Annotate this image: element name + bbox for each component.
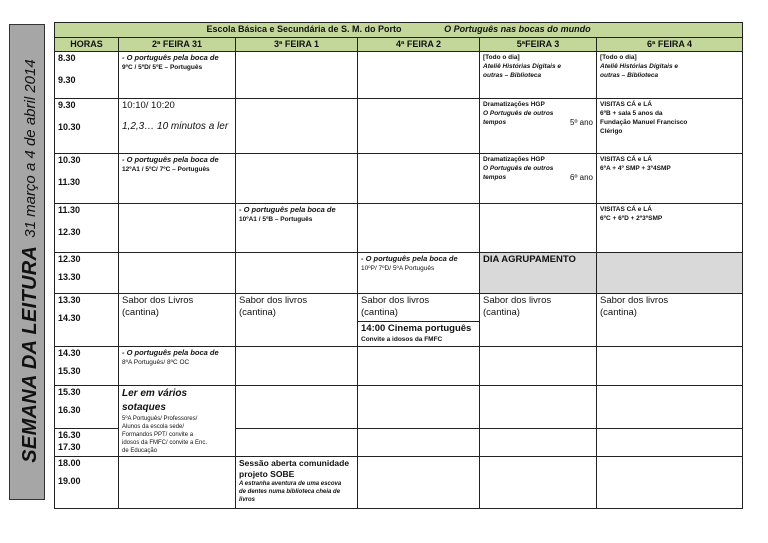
schedule-cell [119,457,236,509]
schedule-cell: - O português pela boca de 8ºA Português/ 8ºC OC [119,347,236,386]
schedule-cell [119,253,236,294]
table-row [55,457,743,509]
schedule-cell [358,154,480,204]
hours-cell: 14.30 15.30 [55,347,119,386]
schedule-cell: VISITAS CÁ e LÁ 6ºC + 6ºD + 2º3ºSMP [597,204,743,253]
hours-cell: 18.00 19.00 [55,457,119,509]
hours-cell: 13.30 14.30 [55,294,119,347]
schedule-cell [597,253,743,294]
title-row [55,23,743,38]
schedule-cell: - O português pela boca de 10ºA1 / 5ºB – Português [236,204,358,253]
side-banner [9,24,45,500]
schedule-cell: Dramatizações HGP O Português de outros tempos 5º ano [480,99,597,154]
col-header: 5ªFEIRA 3 [480,38,597,52]
schedule-cell [236,154,358,204]
table-row [55,386,743,429]
schedule-cell: Dramatizações HGP O Português de outros tempos 6º ano [480,154,597,204]
hours-cell: 9.30 10.30 [55,99,119,154]
schedule-cell [358,204,480,253]
hours-cell: 12.30 13.30 [55,253,119,294]
schedule-cell [480,429,597,457]
hours-cell: 8.30 9.30 [55,52,119,99]
title-cell [55,23,743,38]
col-header: 3ª FEIRA 1 [236,38,358,52]
schedule-cell [358,347,480,386]
schedule-cell [597,457,743,509]
schedule-cell: Sabor dos Livros (cantina) [119,294,236,347]
schedule-cell [236,347,358,386]
schedule-cell [480,386,597,429]
schedule-cell: Sessão aberta comunidade projeto SOBE A estranha aventura de uma escova de dentes numa biblioteca cheia de livros [236,457,358,509]
col-header: HORAS [55,38,119,52]
table-row [55,347,743,386]
schedule-cell: DIA AGRUPAMENTO [480,253,597,294]
schedule-cell [480,204,597,253]
schedule-cell: [Todo o dia] Ateliê Histórias Digitais e outras – Biblioteca [597,52,743,99]
schedule-cell [480,347,597,386]
hours-cell: 10.30 11.30 [55,154,119,204]
schedule-cell [358,429,480,457]
table-row [55,204,743,253]
table-row [55,253,743,294]
schedule-cell [358,457,480,509]
schedule-cell [236,386,358,429]
schedule-cell: Sabor dos livros (cantina) 14:00 Cinema português Convite a idosos da FMFC [358,294,480,347]
column-headers [55,38,743,52]
schedule-table [54,22,743,509]
table-row [55,52,743,99]
schedule-cell: - O português pela boca de 9ºC / 5ºD/ 5ºE – Português [119,52,236,99]
col-header: 2ª FEIRA 31 [119,38,236,52]
schedule-cell [236,52,358,99]
hours-cell: 15.30 16.30 [55,386,119,429]
col-header: 4ª FEIRA 2 [358,38,480,52]
side-title: SEMANA DA LEITURA [18,245,41,463]
table-row [55,294,743,347]
schedule-cell: Ler em vários sotaques 5ºA Português/ Professores/ Alunos da escola sede/ Formandos PPT/ convite a idosos da FMFC/ convite a Enc. de Educação [119,386,236,457]
schedule-cell [597,386,743,429]
schedule-cell [358,386,480,429]
schedule-cell: VISITAS CÁ e LÁ 6ºA + 4º SMP + 3º4SMP [597,154,743,204]
schedule-cell: [Todo o dia] Ateliê Histórias Digitais e outras – Biblioteca [480,52,597,99]
schedule-cell [236,429,358,457]
schedule-cell: 10:10/ 10:20 1,2,3… 10 minutos a ler [119,99,236,154]
schedule-cell: Sabor dos livros (cantina) [480,294,597,347]
schedule-cell: - O português pela boca de 12ºA1 / 5ºC/ 7ºC – Português [119,154,236,204]
schedule-cell [119,204,236,253]
schedule-cell [236,99,358,154]
theme-title: O Português nas bocas do mundo [444,24,591,34]
table-row [55,99,743,154]
schedule-cell [358,52,480,99]
side-dates: 31 março a 4 de abril 2014 [21,59,39,238]
schedule-cell [597,429,743,457]
schedule-cell: VISITAS CÁ e LÁ 6ºB + sala 5 anos da Fundação Manuel Francisco Clérigo [597,99,743,154]
hours-cell: 16.30 17.30 [55,429,119,457]
schedule-cell: Sabor dos livros (cantina) [236,294,358,347]
col-header: 6ª FEIRA 4 [597,38,743,52]
schedule-cell [480,457,597,509]
schedule-cell [597,347,743,386]
schedule-cell [358,99,480,154]
table-row [55,154,743,204]
hours-cell: 11.30 12.30 [55,204,119,253]
schedule-cell: Sabor dos livros (cantina) [597,294,743,347]
schedule-cell: - O português pela boca de 10ºP/ 7ºD/ 5ºA Português [358,253,480,294]
school-name: Escola Básica e Secundária de S. M. do Porto [206,24,402,34]
schedule-cell [236,253,358,294]
